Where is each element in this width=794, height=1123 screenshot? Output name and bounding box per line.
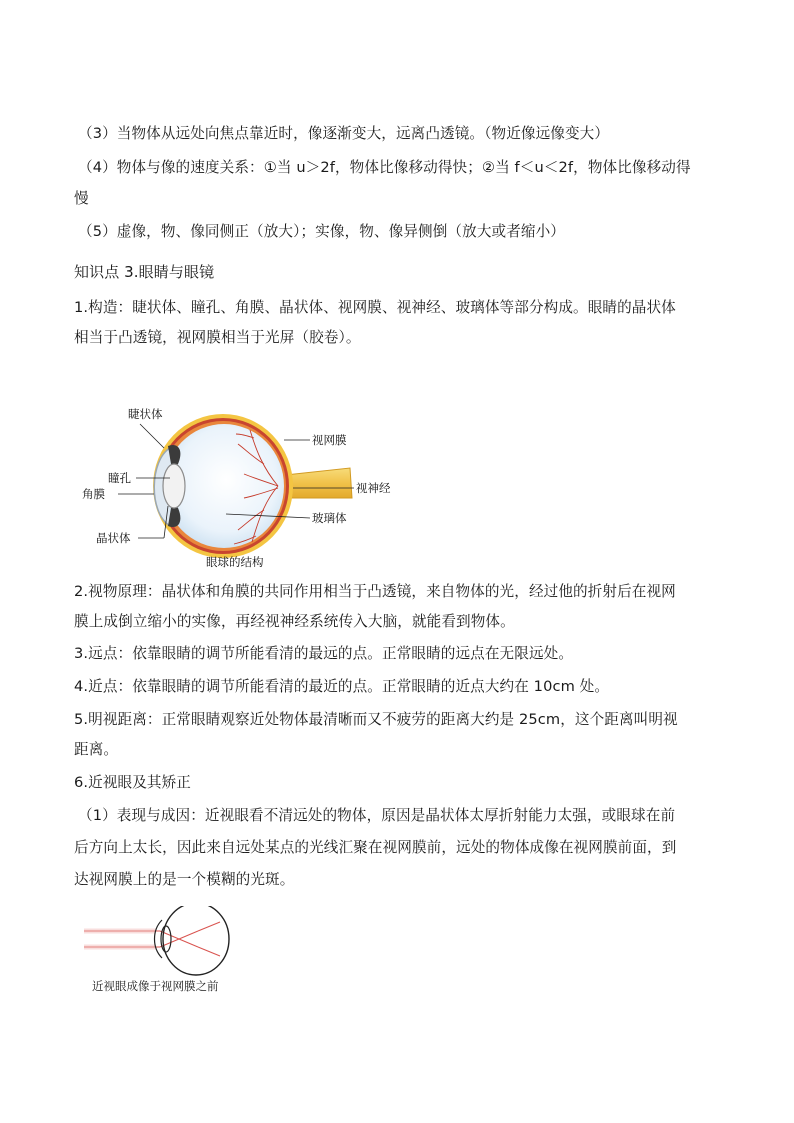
- paragraph-5: （5）虚像，物、像同侧正（放大）；实像，物、像异侧倒（放大或者缩小）: [78, 223, 565, 240]
- label-ciliary-body: 睫状体: [128, 407, 163, 421]
- item-5-line-2: 距离。: [74, 741, 119, 758]
- item-1-line-2: 相当于凸透镜，视网膜相当于光屏（胶卷）。: [74, 329, 361, 346]
- label-lens: 晶状体: [96, 531, 131, 545]
- item-1-line-1: 1.构造：睫状体、瞳孔、角膜、晶状体、视网膜、视神经、玻璃体等部分构成。眼睛的晶状体: [74, 299, 676, 316]
- item-2-line-2: 膜上成倒立缩小的实像，再经视神经系统传入大脑，就能看到物体。: [74, 613, 515, 630]
- item-6-heading: 6.近视眼及其矫正: [74, 774, 191, 791]
- paragraph-3: （3）当物体从远处向焦点靠近时，像逐渐变大，远离凸透镜。（物近像远像变大）: [78, 125, 610, 142]
- label-retina: 视网膜: [312, 433, 347, 447]
- item-4: 4.近点：依靠眼睛的调节所能看清的最近的点。正常眼睛的近点大约在 10cm 处。: [74, 678, 610, 695]
- paragraph-4-line-1: （4）物体与像的速度关系：①当 u＞2f，物体比像移动得快；②当 f＜u＜2f，物体比像移动得: [78, 159, 691, 176]
- item-6-1-line-1: （1）表现与成因：近视眼看不清远处的物体，原因是晶状体太厚折射能力太强，或眼球在前: [78, 807, 676, 824]
- eye-structure-figure: [78, 398, 418, 570]
- item-5-line-1: 5.明视距离：正常眼睛观察近处物体最清晰而又不疲劳的距离大约是 25cm，这个距离叫明视: [74, 711, 678, 728]
- myopia-figure-caption: 近视眼成像于视网膜之前: [92, 979, 219, 993]
- item-6-1-line-3: 达视网膜上的是一个模糊的光斑。: [74, 871, 295, 888]
- eye-figure-caption: 眼球的结构: [206, 555, 264, 569]
- myopia-figure: [80, 906, 240, 982]
- label-optic-nerve: 视神经: [356, 481, 391, 495]
- lens-shape: [163, 464, 185, 508]
- item-3: 3.远点：依靠眼睛的调节所能看清的最远的点。正常眼睛的远点在无限远处。: [74, 645, 574, 662]
- section-heading: 知识点 3.眼睛与眼镜: [74, 263, 215, 281]
- item-2-line-1: 2.视物原理：晶状体和角膜的共同作用相当于凸透镜，来自物体的光，经过他的折射后在视网: [74, 583, 676, 600]
- label-vitreous: 玻璃体: [312, 511, 347, 525]
- light-rays: [84, 922, 220, 956]
- ray-glow: [84, 931, 156, 947]
- eyeball-outline: [163, 906, 229, 975]
- label-pupil: 瞳孔: [108, 471, 131, 485]
- label-cornea: 角膜: [82, 487, 105, 501]
- paragraph-4-line-2: 慢: [74, 190, 89, 207]
- item-6-1-line-2: 后方向上太长，因此来自远处某点的光线汇聚在视网膜前，远处的物体成像在视网膜前面，到: [74, 839, 677, 856]
